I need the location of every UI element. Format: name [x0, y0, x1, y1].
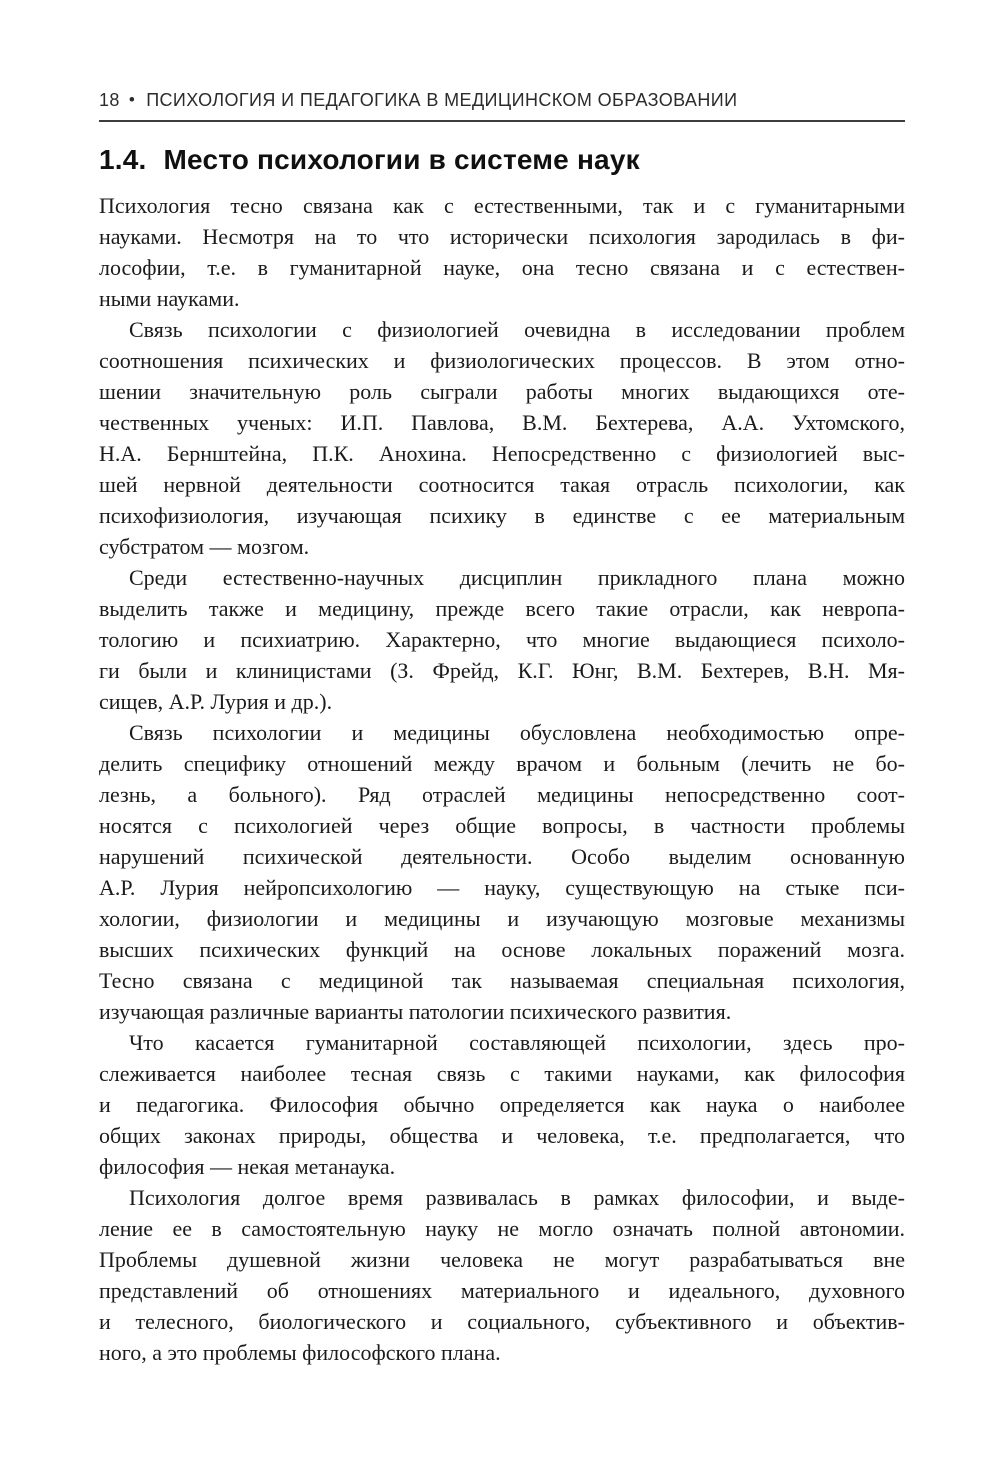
text-line: лезнь, а больного). Ряд отраслей медицины непосредственно соот- — [99, 782, 905, 807]
text-line: делить специфику отношений между врачом и больным (лечить не бо- — [99, 751, 905, 776]
paragraph — [99, 1182, 905, 1368]
section-number: 1.4. — [99, 144, 147, 175]
text-line: А.Р. Лурия нейропсихологию — науку, существующую на стыке пси- — [99, 875, 905, 900]
text-line: чественных ученых: И.П. Павлова, В.М. Бехтерева, А.А. Ухтомского, — [99, 410, 905, 435]
text-line: и педагогика. Философия обычно определяется как наука о наиболее — [99, 1092, 905, 1117]
running-title: ПСИХОЛОГИЯ И ПЕДАГОГИКА В МЕДИЦИНСКОМ ОБРАЗОВАНИИ — [146, 90, 738, 110]
section-title: Место психологии в системе наук — [163, 144, 640, 175]
text-line: науками. Несмотря на то что исторически психология зародилась в фи- — [99, 224, 905, 249]
text-line: Тесно связана с медициной так называемая специальная психология, — [99, 968, 905, 993]
text-line: сищев, А.Р. Лурия и др.). — [99, 689, 333, 714]
text-line: высших психических функций на основе локальных поражений мозга. — [99, 937, 905, 962]
text-line: ги были и клиницистами (З. Фрейд, К.Г. Юнг, В.М. Бехтерев, В.Н. Мя- — [99, 658, 905, 683]
text-line: шей нервной деятельности соотносится такая отрасль психологии, как — [99, 472, 905, 497]
text-line: Связь психологии с физиологией очевидна в исследовании проблем — [129, 317, 905, 342]
text-line: ного, а это проблемы философского плана. — [99, 1340, 501, 1365]
text-line: Психология долгое время развивалась в рамках философии, и выде- — [129, 1185, 905, 1210]
text-line: ление ее в самостоятельную науку не могло означать полной автономии. — [99, 1216, 905, 1241]
text-line: Что касается гуманитарной составляющей психологии, здесь про- — [129, 1030, 905, 1055]
text-line: слеживается наиболее тесная связь с такими науками, как философия — [99, 1061, 905, 1086]
body-text — [99, 190, 905, 1368]
text-line: общих законах природы, общества и человека, т.е. предполагается, что — [99, 1123, 905, 1148]
text-line: лософии, т.е. в гуманитарной науке, она тесно связана и с естествен- — [99, 255, 905, 280]
text-line: Связь психологии и медицины обусловлена необходимостью опре- — [129, 720, 905, 745]
paragraph — [99, 190, 905, 314]
text-line: изучающая различные варианты патологии психического развития. — [99, 999, 732, 1024]
running-header — [99, 90, 905, 111]
paragraph — [99, 1027, 905, 1182]
text-line: ными науками. — [99, 286, 240, 311]
page-number: 18 — [99, 90, 120, 110]
text-line: нарушений психической деятельности. Особо выделим основанную — [99, 844, 905, 869]
text-line: представлений об отношениях материального и идеального, духовного — [99, 1278, 905, 1303]
text-line: выделить также и медицину, прежде всего такие отрасли, как невропа- — [99, 596, 905, 621]
text-line: субстратом — мозгом. — [99, 534, 310, 559]
text-line: и телесного, биологического и социального, субъективного и объектив- — [99, 1309, 905, 1334]
text-line: хологии, физиологии и медицины и изучающую мозговые механизмы — [99, 906, 905, 931]
paragraph — [99, 717, 905, 1027]
section-heading — [99, 144, 905, 176]
header-rule — [99, 120, 905, 122]
paragraph — [99, 314, 905, 562]
text-line: носятся с психологией через общие вопросы, в частности проблемы — [99, 813, 905, 838]
text-line: соотношения психических и физиологических процессов. В этом отно- — [99, 348, 905, 373]
bullet-separator-icon: • — [128, 90, 136, 109]
text-line: Проблемы душевной жизни человека не могут разрабатываться вне — [99, 1247, 905, 1272]
text-line: тологию и психиатрию. Характерно, что многие выдающиеся психоло- — [99, 627, 905, 652]
text-line: шении значительную роль сыграли работы многих выдающихся оте- — [99, 379, 905, 404]
text-line: философия — некая метанаука. — [99, 1154, 396, 1179]
text-line: психофизиология, изучающая психику в единстве с ее материальным — [99, 503, 905, 528]
text-line: Психология тесно связана как с естественными, так и с гуманитарными — [99, 193, 905, 218]
paragraph — [99, 562, 905, 717]
text-line: Среди естественно-научных дисциплин прикладного плана можно — [129, 565, 905, 590]
text-line: Н.А. Бернштейна, П.К. Анохина. Непосредственно с физиологией выс- — [99, 441, 905, 466]
